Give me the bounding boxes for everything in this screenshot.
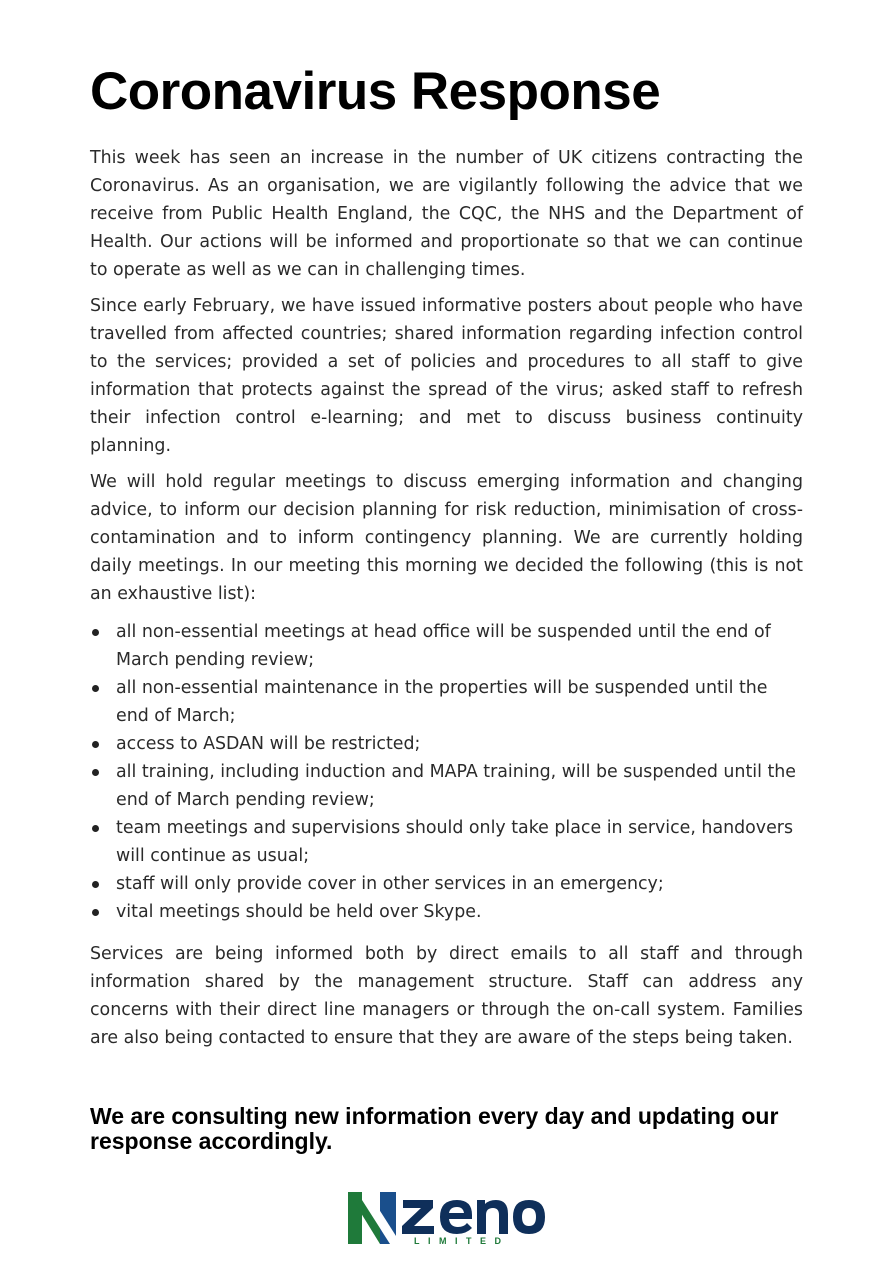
paragraph-2: Since early February, we have issued informative posters about people who have travelled from affected countries; shared information regarding infection control to the services; provided a set of policies and procedures to all staff to give information that protects against the spread of the virus; asked staff to refresh their infection control e-learning; and met to discuss business continuity planning. <box>90 296 803 456</box>
list-item <box>90 758 803 814</box>
bullet-icon <box>92 909 99 916</box>
list-item <box>90 814 803 870</box>
paragraph-1: This week has seen an increase in the number of UK citizens contracting the Coronavirus. As an organisation, we are vigilantly following the advice that we receive from Public Health England, the CQC, the NHS and the Department of Health. Our actions will be informed and proportionate so that we can continue to operate as well as we can in challenging times. <box>90 148 803 280</box>
list-item-text: access to ASDAN will be restricted; <box>116 734 421 754</box>
list-item-text: vital meetings should be held over Skype. <box>116 902 482 922</box>
zeno-limited-logo <box>348 1190 548 1246</box>
bullet-icon <box>92 769 99 776</box>
logo-sub-text: LIMITED <box>414 1236 510 1246</box>
list-item <box>90 674 803 730</box>
list-item <box>90 870 803 898</box>
bullet-icon <box>92 741 99 748</box>
bullet-icon <box>92 685 99 692</box>
paragraph-3: We will hold regular meetings to discuss emerging information and changing advice, to inform our decision planning for risk reduction, minimisation of cross-contamination and to inform contingency planning. We are currently holding daily meetings. In our meeting this morning we decided the following (this is not an exhaustive list): <box>90 472 803 604</box>
list-item <box>90 730 803 758</box>
list-item <box>90 898 803 926</box>
bullet-icon <box>92 825 99 832</box>
bullet-icon <box>92 629 99 636</box>
decisions-list <box>90 618 803 926</box>
list-item-text: staff will only provide cover in other services in an emergency; <box>116 874 664 894</box>
zeno-wordmark <box>402 1200 545 1234</box>
paragraph-4: Services are being informed both by direct emails to all staff and through information shared by the management structure. Staff can address any concerns with their direct line managers or through the on-call system. Families are also being contacted to ensure that they are aware of the steps being taken. <box>90 944 803 1048</box>
body-text <box>90 144 803 1060</box>
list-item-text: all non-essential maintenance in the properties will be suspended until the end of March; <box>116 678 768 726</box>
list-item <box>90 618 803 674</box>
list-item-text: team meetings and supervisions should only take place in service, handovers will continue as usual; <box>116 818 794 866</box>
zeno-logo-svg <box>348 1190 548 1246</box>
zeno-n-mark-icon <box>348 1192 396 1244</box>
closing-statement: We are consulting new information every day and updating our response accordingly. <box>90 1103 779 1154</box>
bullet-icon <box>92 881 99 888</box>
list-item-text: all training, including induction and MAPA training, will be suspended until the end of March pending review; <box>116 762 797 810</box>
list-item-text: all non-essential meetings at head office will be suspended until the end of March pending review; <box>116 622 771 670</box>
page-title: Coronavirus Response <box>90 62 661 121</box>
